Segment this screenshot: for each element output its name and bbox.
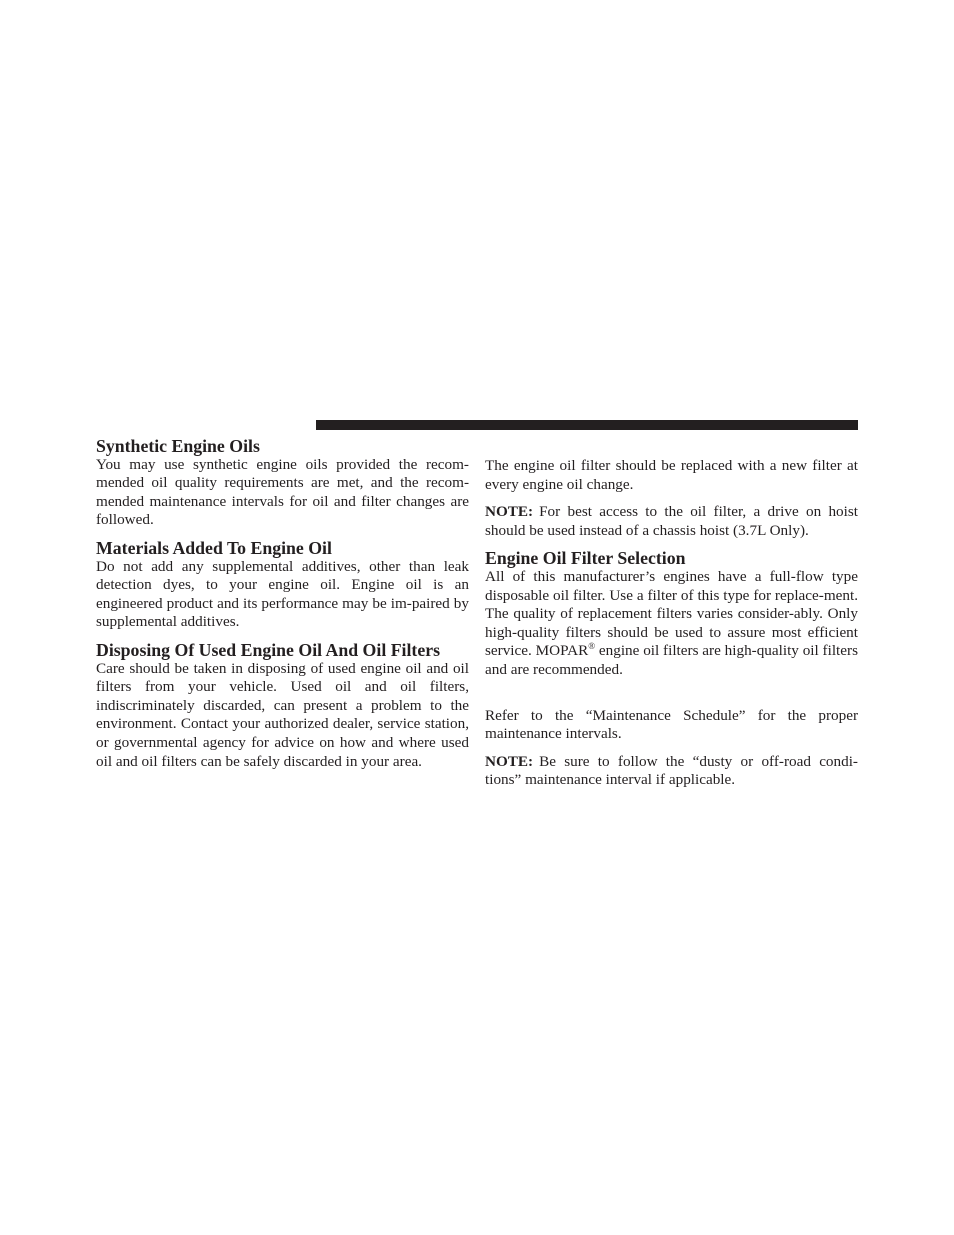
paragraph-disposing-used-oil: Care should be taken in disposing of used engine oil and oil filters from your vehicle. Used oil and oil filters, indiscriminately discarded, can present a problem to the environment. Contact your authorized dealer, service station, or governmental agency for advice on how and where used oil and oil filters can be safely discarded in your area. [96,659,469,770]
heading-synthetic-engine-oils: Synthetic Engine Oils [96,436,260,456]
registered-mark: ® [588,641,596,652]
heading-oil-filter-selection: Engine Oil Filter Selection [485,548,686,569]
heading-materials-added: Materials Added To Engine Oil [96,537,332,558]
note-label: NOTE: [485,503,534,521]
note-text: Be sure to follow the “dusty or off-road condi-tions” maintenance interval if applicable. [485,752,858,789]
note-label: NOTE: [485,752,534,770]
paragraph-oil-filter-selection: All of this manufacturer’s engines have a full-flow type disposable oil filter. Use a filter of this type for replace-ment. The quality of replacement filters varies consider-ably. Only high-quality filters should be used to assure most efficient service. MOPAR® engine oil filters are high-quality oil filters and are recommended. [485,567,858,678]
paragraph-synthetic-engine-oils: You may use synthetic engine oils provided the recom-mended oil quality requirements are met, and the recom-mended maintenance intervals for oil and filter changes are followed. [96,455,469,529]
section-header-rule [316,420,858,430]
paragraph-materials-added: Do not add any supplemental additives, other than leak detection dyes, to your engine oil. Engine oil is an engineered product and its performance may be im-paired by supplemental additives. [96,557,469,631]
left-column [96,437,469,771]
heading-disposing-used-oil: Disposing Of Used Engine Oil And Oil Filters [96,639,441,660]
paragraph-refer-schedule: Refer to the “Maintenance Schedule” for the proper maintenance intervals. [485,706,858,743]
paragraph-filter-replacement: The engine oil filter should be replaced with a new filter at every engine oil change. [485,457,858,493]
note-hoist [485,503,858,540]
right-column [485,457,858,790]
note-text: For best access to the oil filter, a drive on hoist should be used instead of a chassis hoist (3.7L Only). [485,503,858,539]
note-dusty-conditions [485,753,858,790]
